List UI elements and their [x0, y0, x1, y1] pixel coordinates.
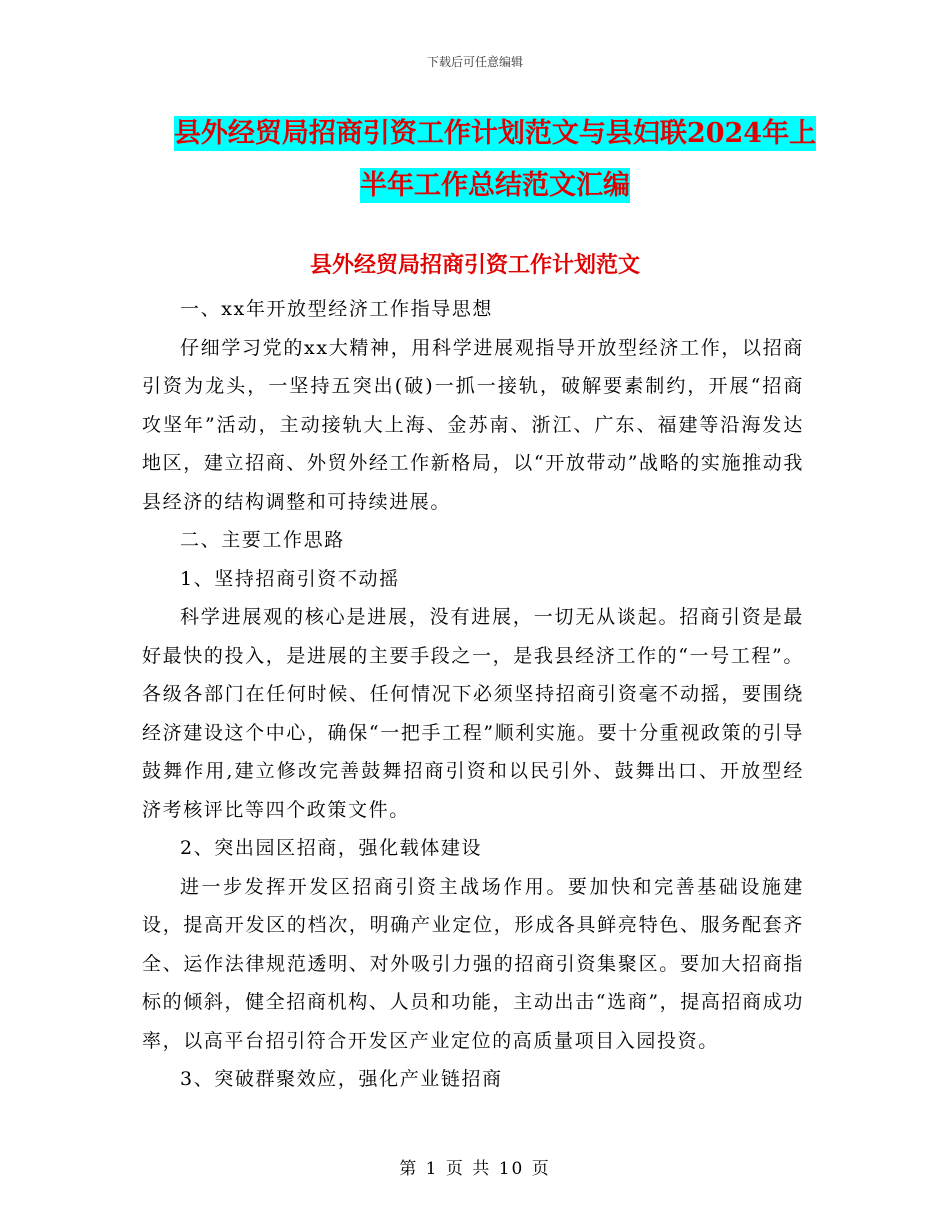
document-title-line1: 县外经贸局招商引资工作计划范文与县妇联2024年上 — [173, 118, 817, 149]
document-title — [100, 108, 890, 212]
paragraph: 科学进展观的核心是进展，没有进展，一切无从谈起。招商引资是最好最快的投入，是进展的主要手段之一，是我县经济工作的“一号工程”。各级各部门在任何时候、任何情况下必须坚持招商引资毫不动摇，要围绕经济建设这个中心，确保“一把手工程”顺利实施。要十分重视政策的引导鼓舞作用,建立修改完善鼓舞招商引资和以民引外、鼓舞出口、开放型经济考核评比等四个政策文件。 — [142, 606, 804, 821]
heading-work-ideas: 二、主要工作思路 — [180, 529, 345, 551]
section-title: 县外经贸局招商引资工作计划范文 — [309, 252, 640, 278]
subheading: 1、坚持招商引资不动摇 — [180, 567, 400, 590]
heading-guiding-ideology: 一、xx年开放型经济工作指导思想 — [180, 298, 494, 320]
document-body — [142, 290, 804, 1099]
subheading: 3、突破群聚效应，强化产业链招商 — [180, 1068, 503, 1090]
page-header-note: 下载后可任意编辑 — [426, 55, 523, 69]
subheading: 2、突出园区招商，强化载体建设 — [180, 837, 483, 859]
page-number: 第 1 页 共 10 页 — [399, 1159, 551, 1179]
paragraph: 仔细学习党的xx大精神，用科学进展观指导开放型经济工作，以招商引资为龙头，一坚持五突出(破)一抓一接轨，破解要素制约，开展“招商攻坚年”活动，主动接轨大上海、金苏南、浙江、广东、福建等沿海发达地区，建立招商、外贸外经工作新格局，以“开放带动”战略的实施推动我县经济的结构调整和可持续进展。 — [142, 336, 804, 513]
paragraph: 进一步发挥开发区招商引资主战场作用。要加快和完善基础设施建设，提高开发区的档次，明确产业定位，形成各具鲜亮特色、服务配套齐全、运作法律规范透明、对外吸引力强的招商引资集聚区。要加大招商指标的倾斜，健全招商机构、人员和功能，主动出击“选商”，提高招商成功率，以高平台招引符合开发区产业定位的高质量项目入园投资。 — [142, 875, 804, 1052]
document-title-line2: 半年工作总结范文汇编 — [360, 170, 630, 201]
